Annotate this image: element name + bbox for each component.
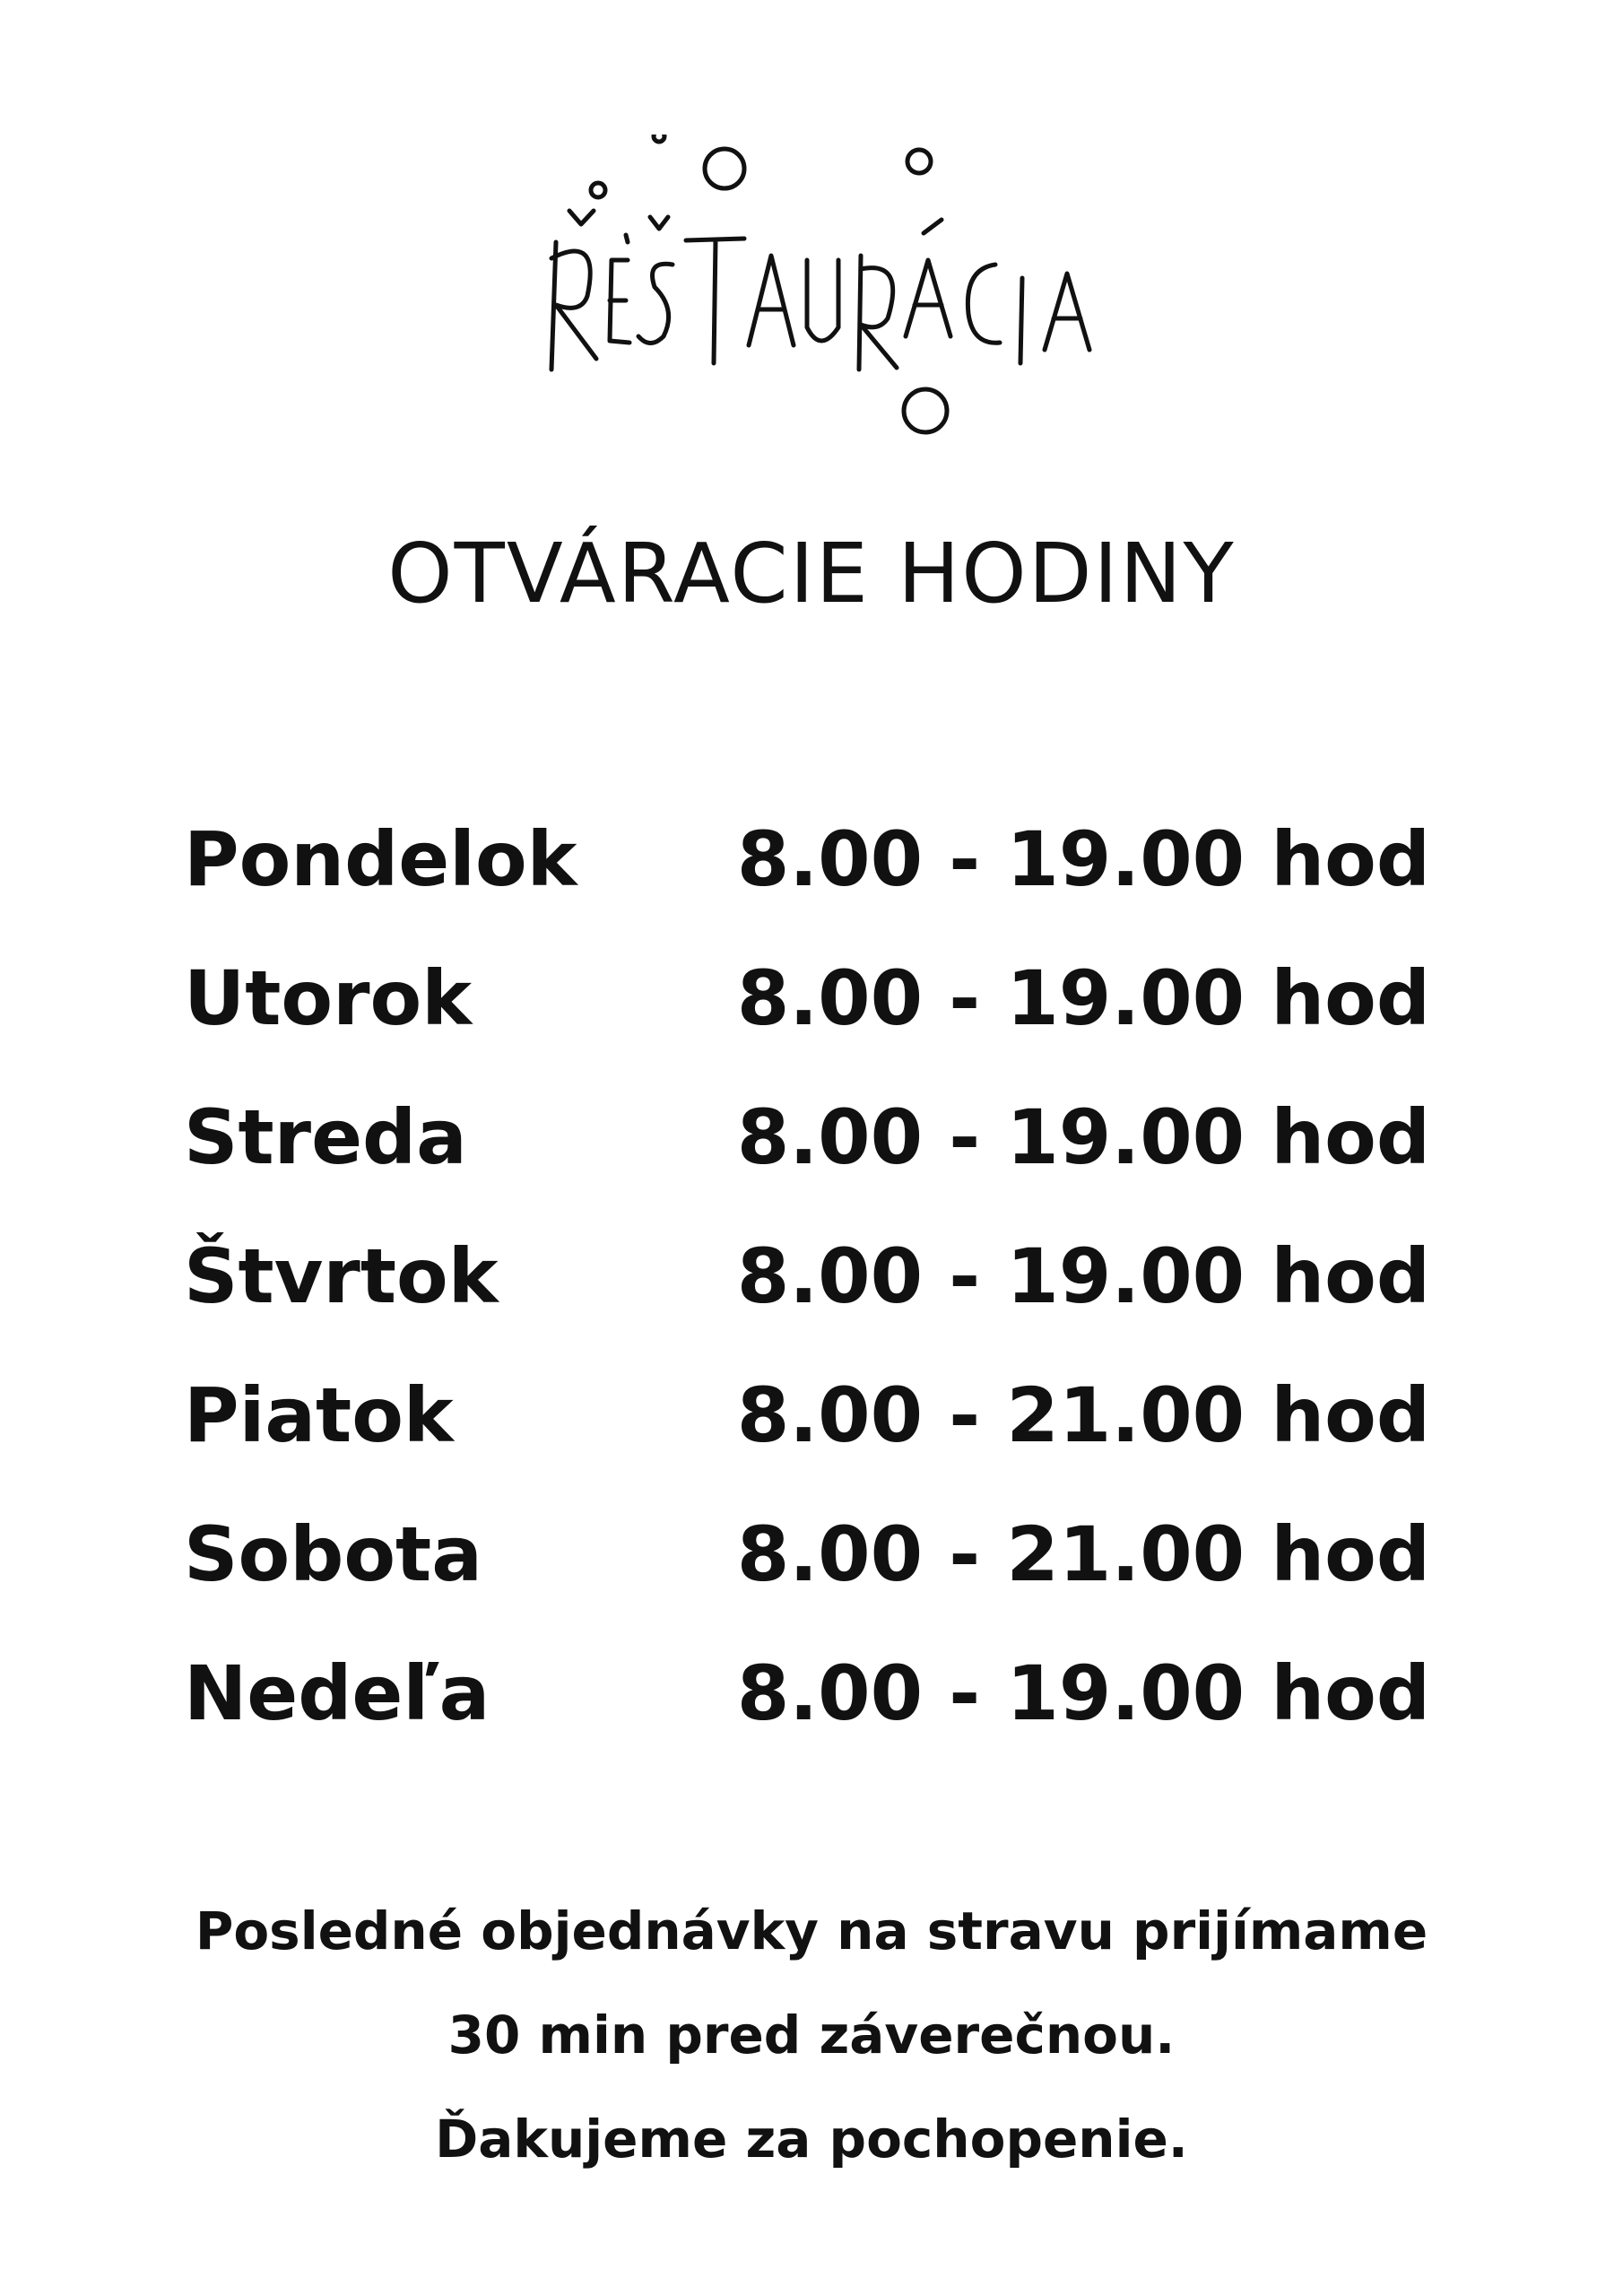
day-label: Pondelok [184,814,577,903]
time-range: 8.00 - 21.00 hod [736,1370,1430,1459]
time-range: 8.00 - 19.00 hod [736,953,1430,1042]
time-range: 8.00 - 19.00 hod [736,1648,1430,1737]
day-label: Sobota [184,1509,482,1598]
page-title: OTVÁRACIE HODINY [387,526,1236,622]
day-label: Štvrtok [184,1231,499,1320]
time-range: 8.00 - 21.00 hod [736,1509,1430,1598]
hours-row-saturday [184,1484,1430,1623]
logo-artwork [529,135,1139,439]
note-last-orders: Posledné objednávky na stravu prijímame [195,1900,1428,1961]
hours-row-friday [184,1345,1430,1484]
note-thanks: Ďakujeme za pochopenie. [435,2109,1188,2170]
hours-row-thursday [184,1206,1430,1345]
day-label: Streda [184,1092,467,1181]
hours-row-sunday [184,1623,1430,1762]
opening-hours-list [184,789,1430,1762]
time-range: 8.00 - 19.00 hod [736,814,1430,903]
day-label: Utorok [184,953,473,1042]
hours-row-wednesday [184,1067,1430,1206]
hours-row-monday [184,789,1430,928]
note-before-closing: 30 min pred záverečnou. [447,2005,1176,2066]
time-range: 8.00 - 19.00 hod [736,1231,1430,1320]
time-range: 8.00 - 19.00 hod [736,1092,1430,1181]
day-label: Nedeľa [184,1648,490,1737]
restaurant-logo [529,135,1139,439]
day-label: Piatok [184,1370,454,1459]
notice-text [0,1879,1623,2191]
hours-row-tuesday [184,928,1430,1067]
